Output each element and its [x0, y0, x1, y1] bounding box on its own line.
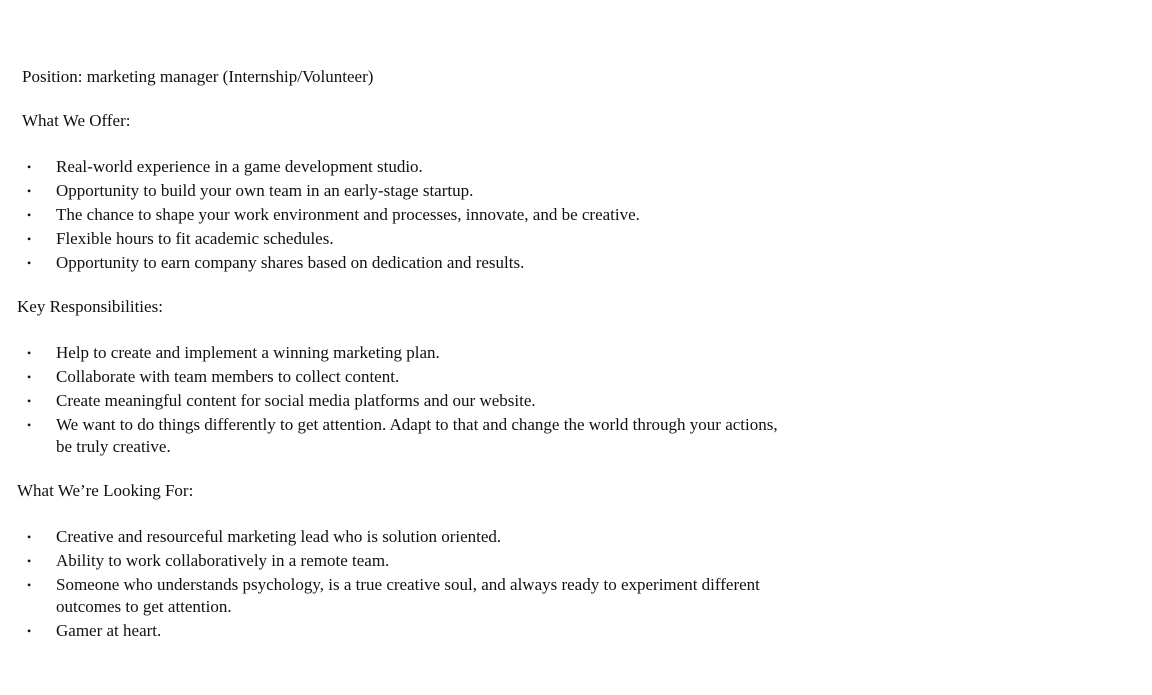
- responsibilities-list: [0, 342, 800, 460]
- list-item: • Help to create and implement a winning marketing plan.: [27, 343, 440, 362]
- bullet-icon: •: [27, 370, 32, 384]
- bullet-icon: •: [27, 578, 32, 592]
- list-item: • Opportunity to earn company shares based on dedication and results.: [27, 253, 525, 272]
- looking-for-list: [0, 526, 800, 644]
- bullet-icon: •: [27, 530, 32, 544]
- section-heading-offer: What We Offer:: [22, 111, 131, 130]
- bullet-icon: •: [27, 208, 32, 222]
- bullet-icon: •: [27, 418, 32, 432]
- position-title: Position: marketing manager (Internship/Volunteer): [22, 67, 374, 86]
- list-item: • Creative and resourceful marketing lead who is solution oriented.: [27, 527, 502, 546]
- list-item: • Gamer at heart.: [27, 621, 162, 640]
- list-item: • Opportunity to build your own team in an early-stage startup.: [27, 181, 474, 200]
- bullet-icon: •: [27, 184, 32, 198]
- list-item: • Create meaningful content for social media platforms and our website.: [27, 391, 536, 410]
- list-item: • The chance to shape your work environment and processes, innovate, and be creative.: [27, 205, 640, 224]
- list-item: • Collaborate with team members to collect content.: [27, 367, 400, 386]
- bullet-icon: •: [27, 394, 32, 408]
- bullet-icon: •: [27, 232, 32, 246]
- bullet-icon: •: [27, 624, 32, 638]
- bullet-icon: •: [27, 256, 32, 270]
- section-heading-looking-for: What We’re Looking For:: [17, 481, 194, 500]
- section-heading-responsibilities: Key Responsibilities:: [17, 297, 163, 316]
- list-item: • Someone who understands psychology, is a true creative soul, and always ready to experiment different outcomes to get attention.: [27, 575, 760, 616]
- bullet-icon: •: [27, 160, 32, 174]
- offer-list: [0, 156, 800, 276]
- list-item: • We want to do things differently to get attention. Adapt to that and change the world through your actions, be truly creative.: [27, 415, 778, 456]
- list-item: • Flexible hours to fit academic schedules.: [27, 229, 334, 248]
- list-item: • Ability to work collaboratively in a remote team.: [27, 551, 390, 570]
- list-item: • Real-world experience in a game development studio.: [27, 157, 423, 176]
- bullet-icon: •: [27, 554, 32, 568]
- bullet-icon: •: [27, 346, 32, 360]
